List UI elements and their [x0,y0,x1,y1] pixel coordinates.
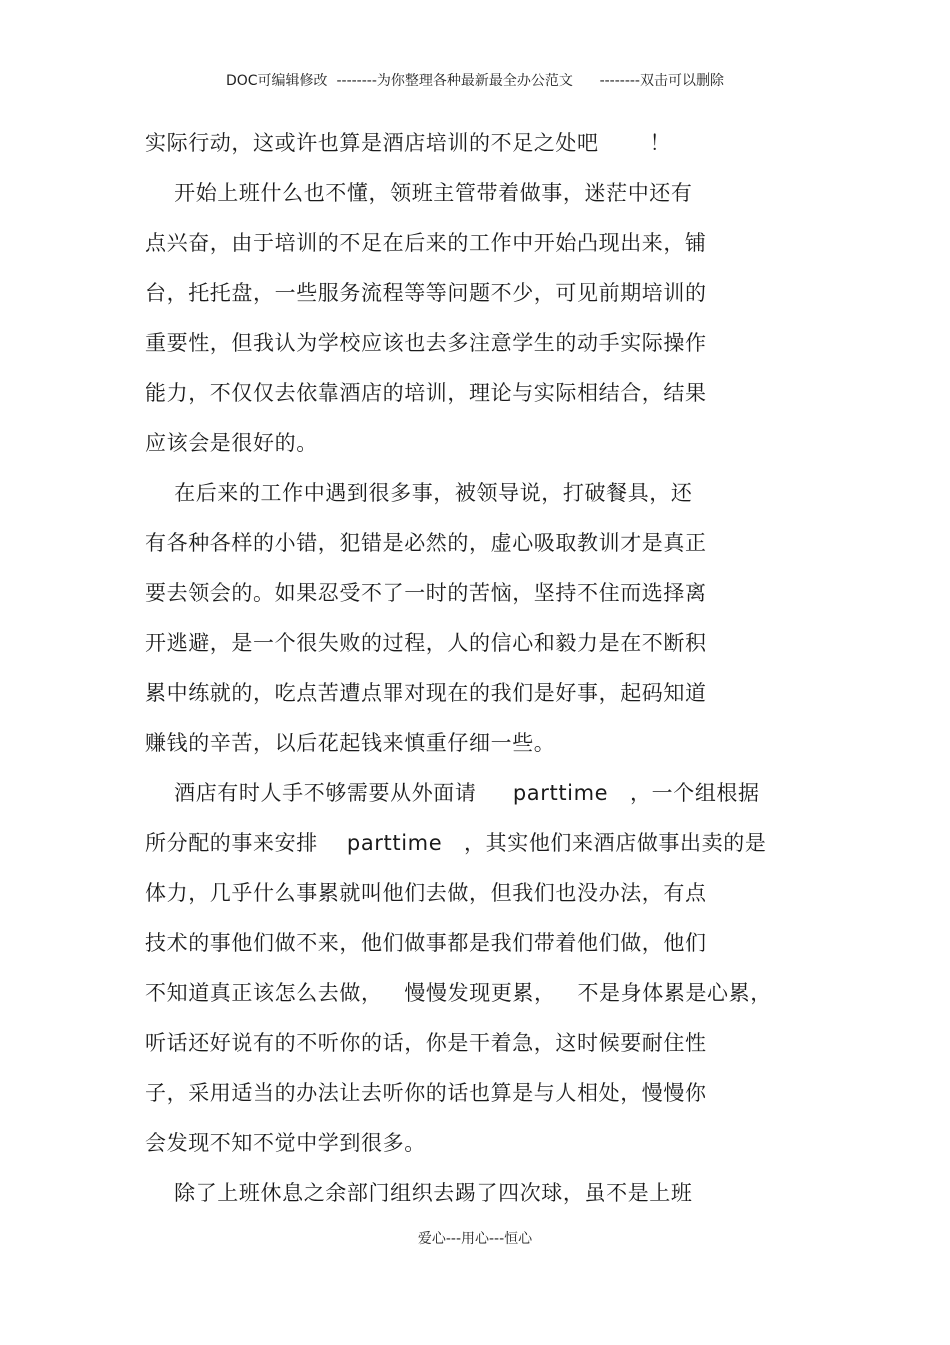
text-line: 子，采用适当的办法让去听你的话也算是与人相处，慢慢你 [145,1081,707,1105]
text-line: 应该会是很好的。 [145,431,318,455]
document-body [145,118,805,1218]
text-line: 在后来的工作中遇到很多事，被领导说，打破餐具，还 [145,481,693,505]
text-line: 累中练就的，吃点苦遭点罪对现在的我们是好事，起码知道 [145,681,707,705]
text-line: 会发现不知不觉中学到很多。 [145,1131,426,1155]
text-line: 重要性，但我认为学校应该也去多注意学生的动手实际操作 [145,331,707,355]
text-line: 有各种各样的小错，犯错是必然的，虚心吸取教训才是真正 [145,531,707,555]
text-line: 台，托托盘，一些服务流程等等问题不少，可见前期培训的 [145,281,707,305]
page-footer: 爱心---用心---恒心 [417,1231,533,1247]
text-line: 体力，几乎什么事累就叫他们去做，但我们也没办法，有点 [145,881,707,905]
text-line: 不知道真正该怎么去做， 慢慢发现更累， 不是身体累是心累， [145,981,772,1005]
text-line: 听话还好说有的不听你的话，你是干着急，这时候要耐住性 [145,1031,707,1055]
text-line: 技术的事他们做不来，他们做事都是我们带着他们做，他们 [145,931,707,955]
text-line: 除了上班休息之余部门组织去踢了四次球，虽不是上班 [145,1181,693,1205]
text-line: 开始上班什么也不懂，领班主管带着做事，迷茫中还有 [145,181,693,205]
text-line: 能力，不仅仅去依靠酒店的培训，理论与实际相结合，结果 [145,381,707,405]
text-line: 赚钱的辛苦，以后花起钱来慎重仔细一些。 [145,731,556,755]
text-line: 实际行动，这或许也算是酒店培训的不足之处吧 ！ [145,131,672,155]
text-line: 所分配的事来安排 parttime ，其实他们来酒店做事出卖的是 [145,831,767,855]
text-line: 点兴奋，由于培训的不足在后来的工作中开始凸现出来，铺 [145,231,707,255]
text-line: 酒店有时人手不够需要从外面请 parttime ，一个组根据 [145,781,760,805]
page-header: DOC可编辑修改 --------为你整理各种最新最全办公范文 --------双击可以删除 [225,73,724,89]
text-line: 开逃避，是一个很失败的过程，人的信心和毅力是在不断积 [145,631,707,655]
text-line: 要去领会的。如果忍受不了一时的苦恼，坚持不住而选择离 [145,581,707,605]
